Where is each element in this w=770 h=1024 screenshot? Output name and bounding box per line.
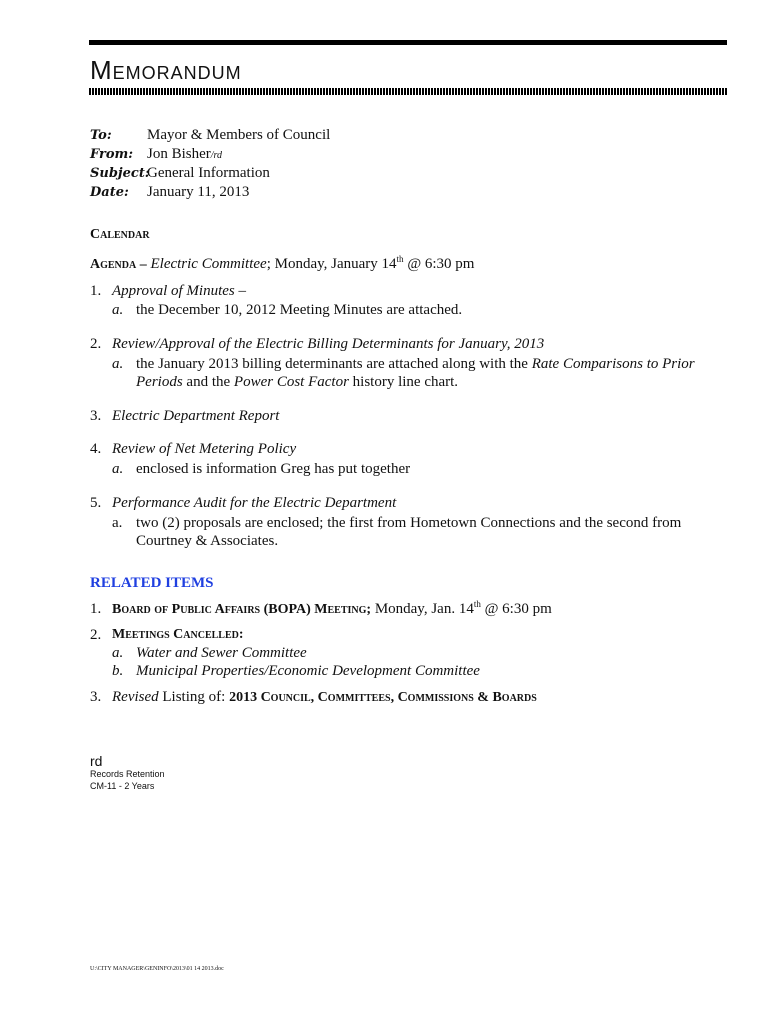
from-value: [147, 145, 222, 165]
related-item-2-label: Meetings Cancelled:: [112, 627, 244, 642]
agenda-item-2-title: Review/Approval of the Electric Billing Determinants for January, 2013: [112, 336, 545, 352]
related-item-1-date: Monday, Jan. 14: [371, 601, 474, 617]
to-label: To:: [90, 128, 112, 143]
agenda-item-3-num: 3.: [90, 408, 102, 424]
related-item-1-label: Board of Public Affairs (BOPA) Meeting;: [112, 602, 372, 617]
agenda-item-2a-line2: [136, 373, 458, 391]
related-item-3-em: Revised: [112, 689, 159, 705]
agenda-item-2a-em3: Power Cost Factor: [233, 374, 349, 390]
agenda-item-2a-text1: the January 2013 billing determinants are attached along with the: [136, 356, 532, 372]
related-item-3-text: Listing of:: [158, 689, 230, 705]
related-item-2b-text: Municipal Properties/Economic Development Committee: [136, 663, 480, 679]
agenda-item-1a-letter: a.: [112, 302, 124, 318]
calendar-heading: Calendar: [90, 227, 150, 242]
typist-initials: rd: [90, 753, 103, 769]
related-heading: RELATED ITEMS: [90, 575, 214, 591]
related-item-2a-text: Water and Sewer Committee: [136, 645, 307, 661]
file-path: U:\CITY MANAGER\GENINFO\2013\01 14 2013.doc: [90, 966, 224, 972]
agenda-item-2a-letter: a.: [112, 356, 124, 372]
related-item-1-num: 1.: [90, 601, 102, 617]
records-retention: Records Retention: [90, 769, 165, 779]
to-value: Mayor & Members of Council: [147, 127, 331, 143]
related-item-3-num: 3.: [90, 689, 102, 705]
agenda-item-1-title: Approval of Minutes –: [112, 283, 247, 299]
agenda-item-5a-letter: a.: [112, 515, 123, 531]
date-label: Date:: [90, 185, 129, 200]
related-item-3-bold: 2013 Council, Committees, Commissions & Boards: [229, 690, 537, 705]
agenda-item-4a-letter: a.: [112, 461, 124, 477]
agenda-item-5-title: Performance Audit for the Electric Department: [112, 495, 397, 511]
subject-label: Subject:: [90, 166, 150, 181]
retention-code: CM-11 - 2 Years: [90, 781, 155, 791]
agenda-item-2a-text2: and the: [182, 374, 234, 390]
agenda-item-5a-line2: Courtney & Associates.: [136, 533, 279, 549]
memo-title: Memorandum: [90, 55, 242, 85]
related-item-1-time: @ 6:30 pm: [480, 601, 552, 617]
agenda-event: Electric Committee: [150, 256, 267, 272]
from-suffix: /rd: [210, 150, 223, 161]
agenda-line: [90, 255, 474, 274]
related-item-1: [112, 600, 552, 619]
agenda-item-2a-text3: history line chart.: [348, 374, 459, 390]
agenda-item-4-num: 4.: [90, 441, 102, 457]
agenda-date: ; Monday, January 14: [266, 256, 397, 272]
agenda-label: Agenda –: [90, 257, 147, 272]
agenda-item-5-num: 5.: [90, 495, 102, 511]
agenda-item-5a-line1: two (2) proposals are enclosed; the first from Hometown Connections and the second from: [136, 515, 682, 531]
title-underline: [89, 88, 727, 95]
agenda-item-2a-em1: Rate Comparisons to Prior: [531, 356, 695, 372]
related-item-1-sup: th: [473, 599, 481, 609]
date-value: January 11, 2013: [147, 184, 250, 200]
agenda-item-4a-text: enclosed is information Greg has put together: [136, 461, 411, 477]
related-item-2b-letter: b.: [112, 663, 124, 679]
from-label: From:: [90, 147, 134, 162]
agenda-item-4-title: Review of Net Metering Policy: [112, 441, 297, 457]
agenda-time: @ 6:30 pm: [403, 256, 475, 272]
related-item-2a-letter: a.: [112, 645, 124, 661]
top-rule: [89, 40, 727, 45]
agenda-item-2a-line1: [136, 355, 695, 373]
agenda-item-1a-text: the December 10, 2012 Meeting Minutes are attached.: [136, 302, 463, 318]
from-name: Jon Bisher: [147, 146, 211, 162]
agenda-item-2a-em2: Periods: [136, 374, 183, 390]
agenda-sup: th: [396, 254, 404, 264]
agenda-item-1-num: 1.: [90, 283, 102, 299]
related-item-2-num: 2.: [90, 627, 102, 643]
related-item-3: [112, 688, 537, 707]
agenda-item-2-num: 2.: [90, 336, 102, 352]
subject-value: General Information: [147, 165, 270, 181]
agenda-item-3-title: Electric Department Report: [112, 408, 280, 424]
